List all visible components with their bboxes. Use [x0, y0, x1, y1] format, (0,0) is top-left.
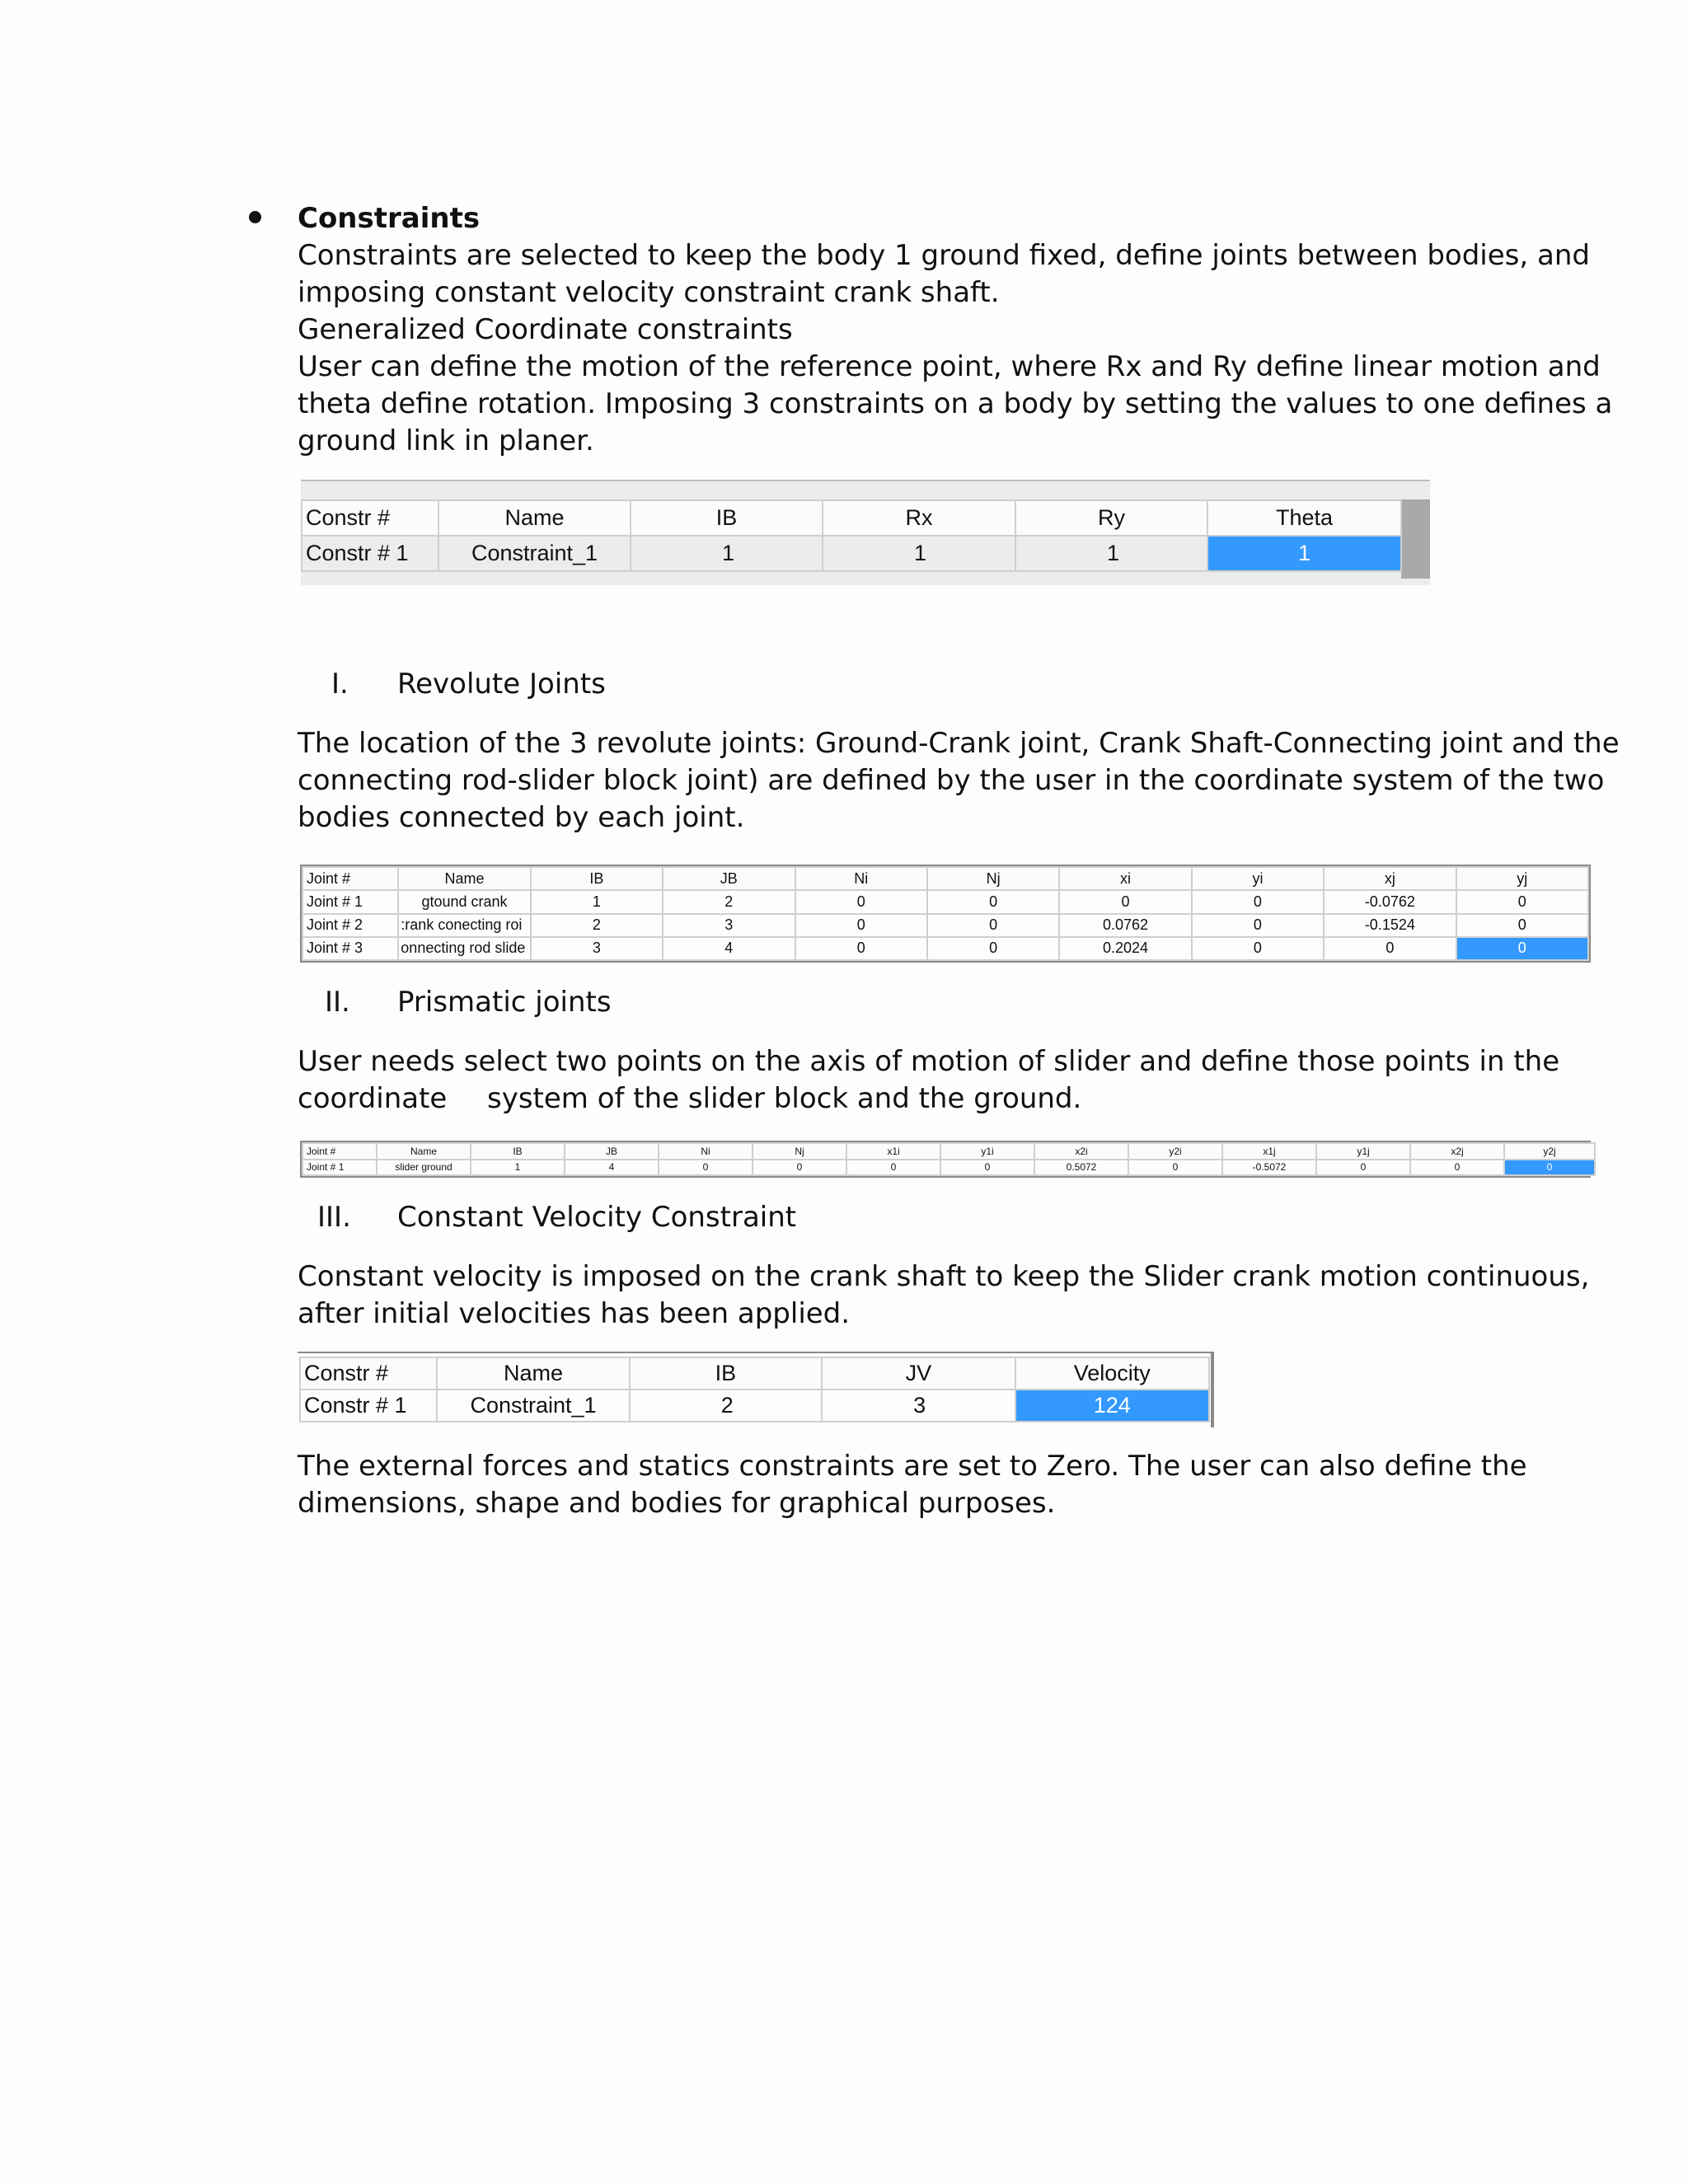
table-header-row	[302, 1143, 1595, 1160]
selected-cell[interactable]: 1	[1207, 536, 1401, 571]
table-cell[interactable]: 4	[565, 1160, 659, 1176]
intro-line-2: imposing constant velocity constraint crank shaft.	[298, 276, 1000, 309]
table-cell[interactable]: 0	[1128, 1160, 1222, 1176]
table-cell[interactable]: 0.2024	[1059, 937, 1191, 960]
column-header[interactable]: IB	[531, 867, 663, 890]
prismatic-joint-grid	[300, 1141, 1591, 1178]
row-header[interactable]: Constr # 1	[302, 536, 438, 571]
table-cell[interactable]: 1	[531, 890, 663, 913]
table-cell[interactable]: 1	[471, 1160, 565, 1176]
generalized-constraint-grid	[301, 499, 1400, 572]
table-cell[interactable]: 0	[1192, 914, 1324, 937]
table-cell[interactable]: 3	[531, 937, 663, 960]
table-cell[interactable]: :rank conecting roi	[398, 914, 530, 937]
table-cell[interactable]: 0	[1410, 1160, 1504, 1176]
column-header[interactable]: Name	[398, 867, 530, 890]
table-cell[interactable]: 0	[927, 914, 1059, 937]
column-header[interactable]: JB	[663, 867, 795, 890]
table-cell[interactable]: 1	[631, 536, 823, 571]
column-header[interactable]: xj	[1324, 867, 1456, 890]
column-header[interactable]: Joint #	[302, 1143, 377, 1160]
velocity-line-1: Constant velocity is imposed on the crank shaft to keep the Slider crank motion continuous,	[298, 1260, 1590, 1293]
table-header-row	[300, 1357, 1209, 1390]
column-header[interactable]: Name	[438, 500, 631, 536]
prismatic-line-2a: coordinate	[298, 1082, 448, 1115]
prismatic-line-1: User needs select two points on the axis of motion of slider and define those points in the	[298, 1045, 1560, 1078]
table-row	[302, 890, 1588, 913]
table-cell[interactable]: 0	[1059, 890, 1191, 913]
column-header[interactable]: IB	[630, 1357, 822, 1390]
table-cell[interactable]: 0	[1316, 1160, 1410, 1176]
row-header[interactable]: Joint # 2	[302, 914, 398, 937]
table-cell[interactable]: 0	[927, 937, 1059, 960]
table-cell[interactable]: slider ground	[377, 1160, 471, 1176]
column-header[interactable]: Theta	[1207, 500, 1401, 536]
table-cell[interactable]: 0	[1456, 890, 1588, 913]
column-header[interactable]: x1j	[1222, 1143, 1316, 1160]
column-header[interactable]: Nj	[753, 1143, 846, 1160]
selected-cell[interactable]: 0	[1504, 1160, 1595, 1176]
column-header[interactable]: Constr #	[300, 1357, 437, 1390]
section-numeral-3: III.	[317, 1201, 351, 1234]
gen-coord-line-1: User can define the motion of the reference point, where Rx and Ry define linear motion and	[298, 350, 1601, 383]
table-cell[interactable]: gtound crank	[398, 890, 530, 913]
column-header[interactable]: Constr #	[302, 500, 438, 536]
table-cell[interactable]: 2	[531, 914, 663, 937]
column-header[interactable]: JV	[822, 1357, 1015, 1390]
table-row	[302, 914, 1588, 937]
velocity-line-2: after initial velocities has been applied.	[298, 1297, 851, 1330]
column-header[interactable]: y1i	[940, 1143, 1034, 1160]
selected-cell[interactable]: 124	[1015, 1390, 1209, 1422]
column-header[interactable]: y1j	[1316, 1143, 1410, 1160]
table-cell[interactable]: -0.5072	[1222, 1160, 1316, 1176]
table-cell[interactable]: 0	[659, 1160, 753, 1176]
gen-coord-line-2: theta define rotation. Imposing 3 constraints on a body by setting the values to one defines a	[298, 387, 1613, 420]
section-numeral-2: II.	[325, 986, 350, 1019]
section-numeral-1: I.	[331, 668, 349, 701]
column-header[interactable]: y2j	[1504, 1143, 1595, 1160]
column-header[interactable]: Ry	[1015, 500, 1207, 536]
table-row	[302, 1160, 1595, 1176]
table-cell[interactable]: -0.1524	[1324, 914, 1456, 937]
revolute-line-1: The location of the 3 revolute joints: Ground-Crank joint, Crank Shaft-Connecting joint and the	[298, 727, 1620, 760]
column-header[interactable]: JB	[565, 1143, 659, 1160]
row-header[interactable]: Constr # 1	[300, 1390, 437, 1422]
intro-line-1: Constraints are selected to keep the body 1 ground fixed, define joints between bodies, and	[298, 239, 1590, 272]
table-cell[interactable]: 0	[1192, 937, 1324, 960]
table-cell[interactable]: 0	[927, 890, 1059, 913]
row-header[interactable]: Joint # 3	[302, 937, 398, 960]
table-cell[interactable]: 0	[846, 1160, 940, 1176]
table-cell[interactable]: Constraint_1	[438, 536, 631, 571]
column-header[interactable]: x2j	[1410, 1143, 1504, 1160]
row-header[interactable]: Joint # 1	[302, 1160, 377, 1176]
table-cell[interactable]: 4	[663, 937, 795, 960]
column-header[interactable]: Nj	[927, 867, 1059, 890]
table-row	[302, 536, 1401, 571]
table-row	[302, 937, 1588, 960]
table-cell[interactable]: onnecting rod slide	[398, 937, 530, 960]
table-row	[300, 1390, 1209, 1422]
section-title-velocity: Constant Velocity Constraint	[397, 1201, 797, 1234]
velocity-constraint-grid	[299, 1357, 1210, 1422]
column-header[interactable]: Rx	[823, 500, 1015, 536]
column-header[interactable]: Ni	[659, 1143, 753, 1160]
column-header[interactable]: Name	[437, 1357, 629, 1390]
table-cell[interactable]: 1	[1015, 536, 1207, 571]
column-header[interactable]: Name	[377, 1143, 471, 1160]
revolute-line-3: bodies connected by each joint.	[298, 801, 745, 834]
section-title-prismatic: Prismatic joints	[397, 986, 612, 1019]
table-cell[interactable]: 0	[1192, 890, 1324, 913]
gen-coord-line-3: ground link in planer.	[298, 424, 594, 457]
table-cell[interactable]: 0	[1456, 914, 1588, 937]
column-header[interactable]: IB	[631, 500, 823, 536]
table-cell[interactable]: Constraint_1	[437, 1390, 629, 1422]
column-header[interactable]: x1i	[846, 1143, 940, 1160]
column-header[interactable]: xi	[1059, 867, 1191, 890]
gen-coord-title: Generalized Coordinate constraints	[298, 313, 793, 346]
table-cell[interactable]: -0.0762	[1324, 890, 1456, 913]
selected-cell[interactable]: 0	[1456, 937, 1588, 960]
table-cell[interactable]: 0	[795, 937, 927, 960]
revolute-line-2: connecting rod-slider block joint) are defined by the user in the coordinate system of the two	[298, 764, 1605, 797]
column-header[interactable]: yi	[1192, 867, 1324, 890]
table-cell[interactable]: 0	[1324, 937, 1456, 960]
closing-line-1: The external forces and statics constraints are set to Zero. The user can also define the	[298, 1450, 1527, 1483]
grid-scrollbar[interactable]	[1401, 499, 1430, 579]
table-cell[interactable]: 3	[663, 914, 795, 937]
row-header[interactable]: Joint # 1	[302, 890, 398, 913]
bullet-icon	[249, 211, 261, 223]
table-cell[interactable]: 0.5072	[1034, 1160, 1128, 1176]
table-header-row	[302, 867, 1588, 890]
table-cell[interactable]: 2	[630, 1390, 822, 1422]
column-header[interactable]: Ni	[795, 867, 927, 890]
table-cell[interactable]: 0	[940, 1160, 1034, 1176]
column-header[interactable]: IB	[471, 1143, 565, 1160]
column-header[interactable]: yj	[1456, 867, 1588, 890]
table-cell[interactable]: 0.0762	[1059, 914, 1191, 937]
section-title-revolute: Revolute Joints	[397, 668, 606, 701]
table-cell[interactable]: 0	[795, 914, 927, 937]
column-header[interactable]: y2i	[1128, 1143, 1222, 1160]
table-cell[interactable]: 0	[795, 890, 927, 913]
table-cell[interactable]: 2	[663, 890, 795, 913]
prismatic-line-2b: system of the slider block and the ground.	[487, 1082, 1082, 1115]
table-header-row	[302, 500, 1401, 536]
closing-line-2: dimensions, shape and bodies for graphical purposes.	[298, 1487, 1056, 1520]
column-header[interactable]: Joint #	[302, 867, 398, 890]
table-cell[interactable]: 0	[753, 1160, 846, 1176]
table-cell[interactable]: 3	[822, 1390, 1015, 1422]
table-cell[interactable]: 1	[823, 536, 1015, 571]
column-header[interactable]: x2i	[1034, 1143, 1128, 1160]
column-header[interactable]: Velocity	[1015, 1357, 1209, 1390]
section-heading: Constraints	[298, 202, 481, 235]
revolute-joint-grid	[300, 865, 1591, 963]
